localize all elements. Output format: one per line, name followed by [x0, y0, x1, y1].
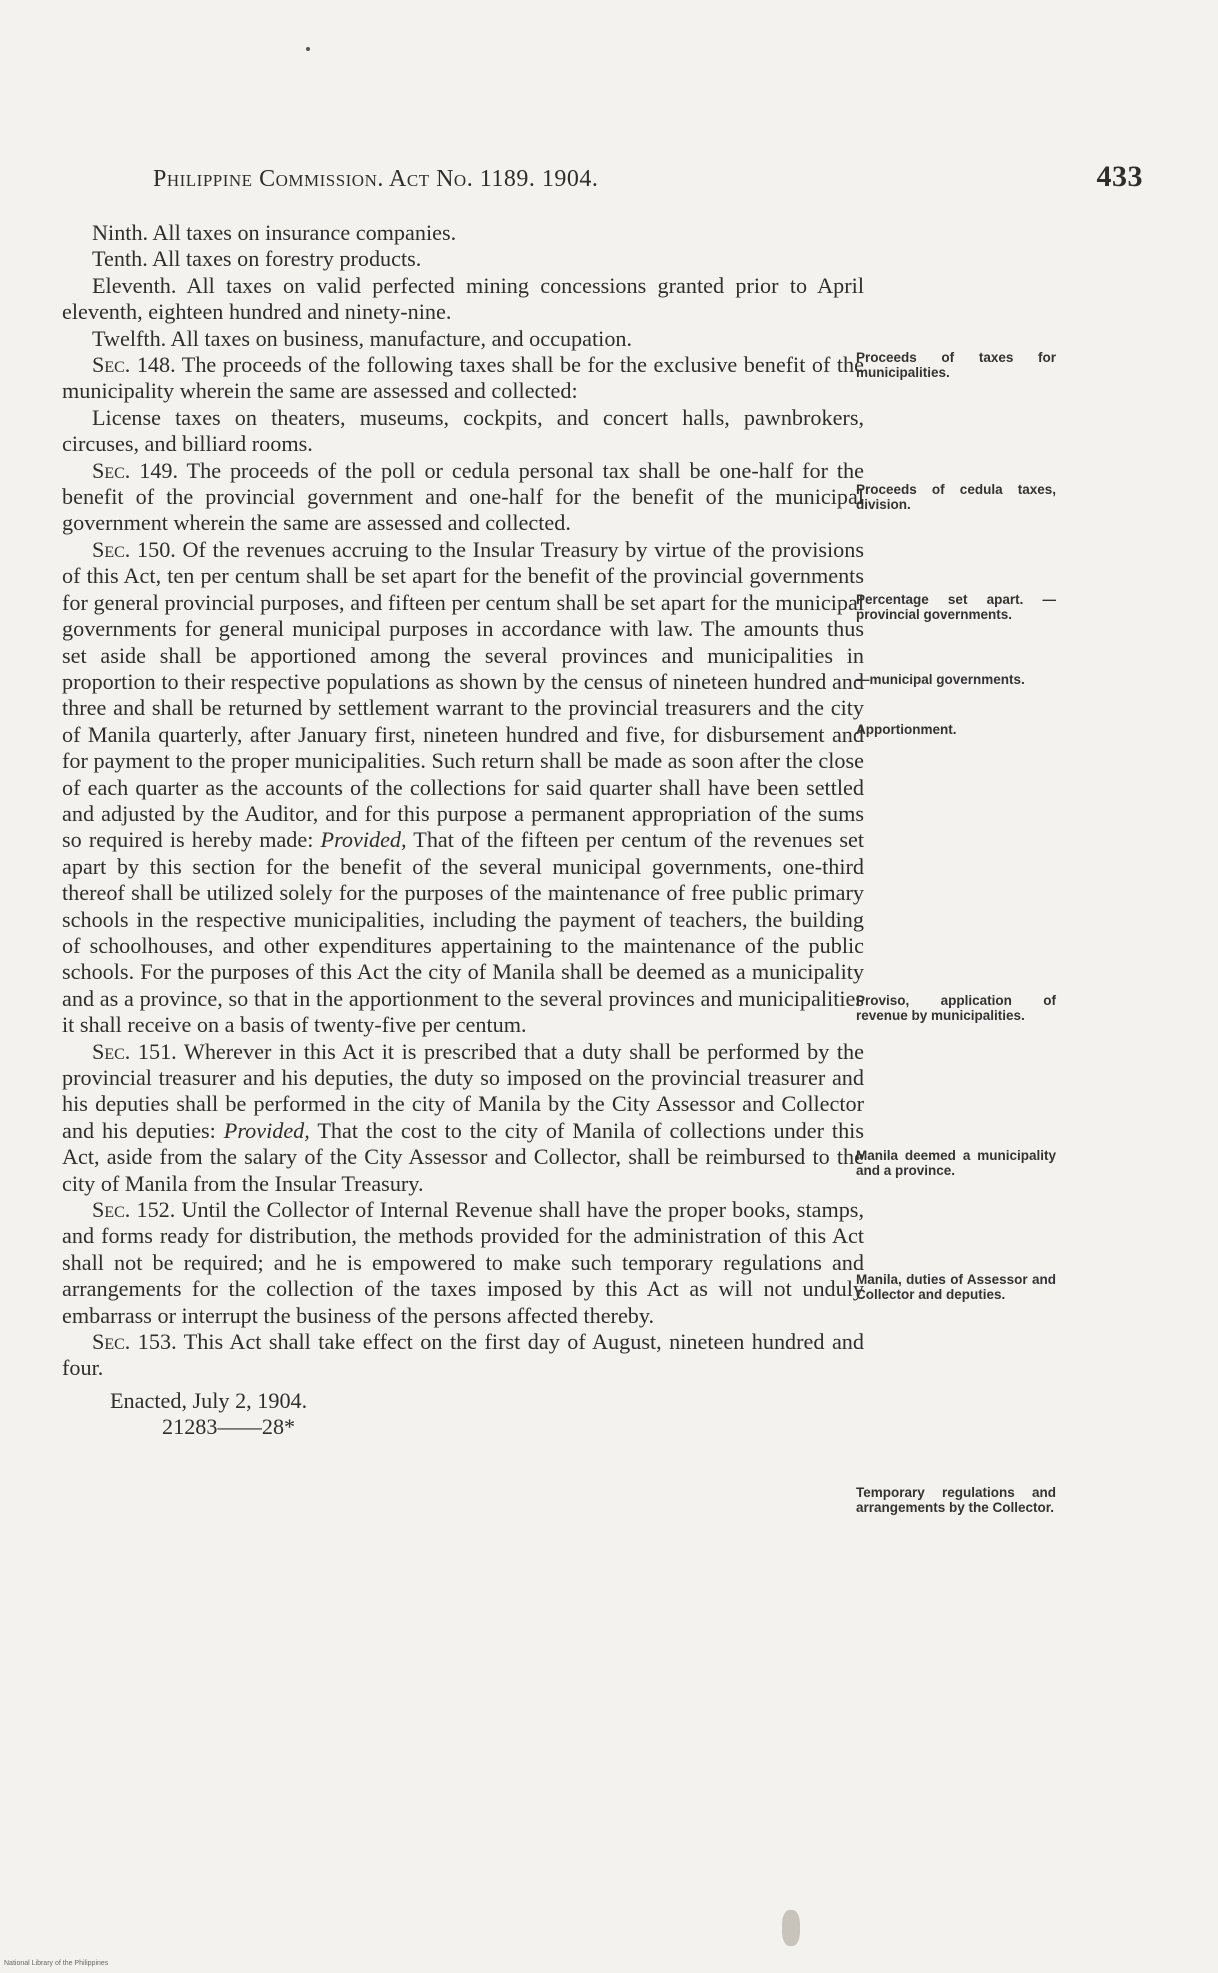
header-title: Philippine Commission. Act No. 1189. 1904. [153, 166, 599, 192]
paragraph-ninth: Ninth. All taxes on insurance companies. [92, 220, 457, 245]
section-150-label: Sec. 150. [92, 536, 176, 562]
margin-note-cedula-division: Proceeds of cedula taxes, division. [856, 482, 1056, 512]
section-150-text-b: That of the fifteen per centum of the revenues set apart by this section for the benefit of the several municipal governments, one-third thereof shall be utilized solely for the purposes of the maintenance of free public primary schools in the respective municipalities, including the payment of teachers, the building of schoolhouses, and other expenditures appertaining to the maintenance of the public schools. For the purposes of this Act the city of Manila shall be deemed as a municipality and as a province, so that in the apportionment to the several provinces and municipalities it shall receive on a basis of twenty-five per centum. [62, 827, 864, 1038]
scan-smudge [782, 1910, 800, 1946]
margin-note-manila-duties: Manila, duties of Assessor and Collector and deputies. [856, 1272, 1056, 1302]
print-code: 21283——28* [162, 1414, 296, 1440]
margin-note-apportionment: Apportionment. [856, 722, 957, 737]
section-151-text-b: That the cost to the city of Manila of collections under this Act, aside from the salary of the City Assessor and Collector, shall be reimbursed to the city of Manila from the Insular Treasury. [62, 1117, 864, 1196]
margin-note-proceeds-municipalities: Proceeds of taxes for municipalities. [856, 350, 1056, 380]
section-148 [62, 352, 864, 405]
page-number: 433 [1096, 160, 1143, 193]
section-148-list: License taxes on theaters, museums, cockpits, and concert halls, pawnbrokers, circuses, and billiard rooms. [62, 404, 864, 457]
section-153-label: Sec. 153. [92, 1329, 177, 1355]
section-148-label: Sec. 148. [92, 352, 176, 378]
section-148-text: The proceeds of the following taxes shall be for the exclusive benefit of the municipality wherein the same are assessed and collected: [62, 352, 864, 404]
scan-credit: National Library of the Philippines [4, 1960, 109, 1967]
section-150-text-a: Of the revenues accruing to the Insular Treasury by virtue of the provisions of this Act, ten per centum shall be set apart for the benefit of the provincial governments for general provincial purposes, and fifteen per centum shall be set apart for the municipal governments for general municipal purposes in accordance with law. The amounts thus set aside shall be apportioned among the several provinces and municipalities in proportion to their respective populations as shown by the census of nineteen hundred and three and shall be returned by settlement warrant to the provincial treasurers and the city of Manila quarterly, after January first, nineteen hundred and five, for disbursement and for payment to the proper municipalities. Such return shall be made as soon after the close of each quarter as the accounts of the collections for said quarter shall have been settled and adjusted by the Auditor, and for this purpose a permanent appropriation of the sums so required is hereby made: [62, 536, 864, 853]
body-text [62, 220, 864, 1441]
margin-note-manila-deemed: Manila deemed a municipality and a province. [856, 1148, 1056, 1178]
section-151-text-a: Wherever in this Act it is prescribed that a duty shall be performed by the provincial treasurer and his deputies, the duty so imposed on the provincial treasurer and his deputies shall be performed in the city of Manila by the City Assessor and Collector and his deputies: [62, 1038, 864, 1143]
enacted-line: Enacted, July 2, 1904. [110, 1387, 308, 1413]
margin-note-municipal-governments: —municipal governments. [856, 672, 1025, 687]
running-header [153, 160, 1143, 200]
section-152 [62, 1197, 864, 1329]
section-152-label: Sec. 152. [92, 1197, 176, 1223]
section-151-provided: Provided, [223, 1117, 310, 1143]
section-153 [62, 1329, 864, 1382]
section-149 [62, 458, 864, 537]
section-149-label: Sec. 149. [92, 457, 179, 483]
paragraph-tenth: Tenth. All taxes on forestry products. [92, 246, 422, 272]
section-153-text: This Act shall take effect on the first day of August, nineteen hundred and four. [62, 1329, 864, 1381]
scan-speck [306, 47, 310, 51]
section-151-label: Sec. 151. [92, 1038, 177, 1064]
section-150 [62, 537, 864, 1039]
paragraph-eleventh: Eleventh. All taxes on valid perfected mining concessions granted prior to April eleventh, eighteen hundred and ninety-nine. [62, 272, 864, 325]
section-152-text: Until the Collector of Internal Revenue shall have the proper books, stamps, and forms ready for distribution, the methods provided for the administration of this Act shall not be required; and he is empowered to make such temporary regulations and arrangements for the collection of the taxes imposed by this Act as will not unduly embarrass or interrupt the business of the persons affected thereby. [62, 1197, 864, 1328]
paragraph-twelfth: Twelfth. All taxes on business, manufacture, and occupation. [92, 325, 633, 351]
margin-note-proviso-application: Proviso, application of revenue by municipalities. [856, 993, 1056, 1023]
margin-note-percentage-set-apart: Percentage set apart. —provincial governments. [856, 592, 1056, 622]
section-149-text: The proceeds of the poll or cedula personal tax shall be one-half for the benefit of the provincial government and one-half for the benefit of the municipal government wherein the same are assessed and collected. [62, 457, 864, 536]
section-151 [62, 1039, 864, 1197]
margin-note-temporary-regulations: Temporary regulations and arrangements by the Collector. [856, 1485, 1056, 1515]
section-150-provided: Provided, [320, 827, 407, 853]
